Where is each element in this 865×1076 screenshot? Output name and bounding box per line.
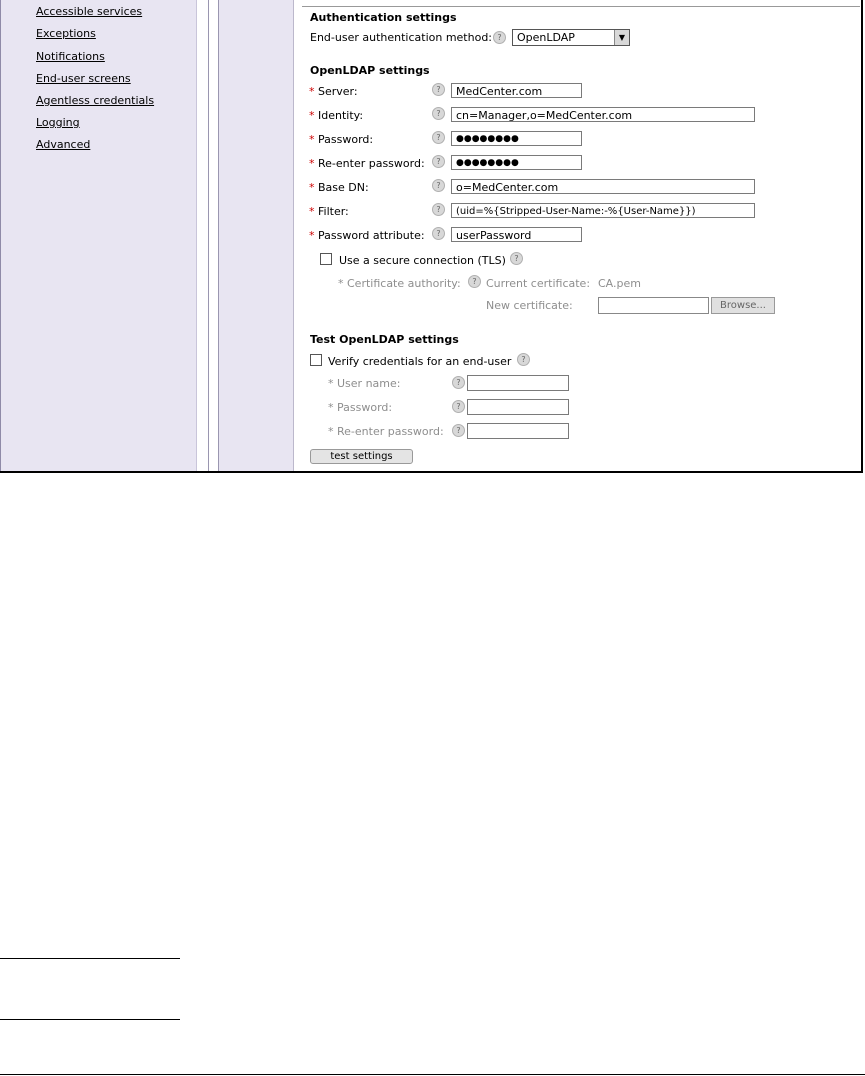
test-reenter-password-label-text: Re-enter password: xyxy=(337,425,444,438)
test-password-label-text: Password: xyxy=(337,401,393,414)
required-mark: * xyxy=(309,109,315,122)
password-label-text: Password: xyxy=(318,133,374,146)
auth-section-title: Authentication settings xyxy=(310,11,457,24)
test-username-label-text: User name: xyxy=(337,377,401,390)
auth-method-select[interactable] xyxy=(512,29,630,46)
app-window xyxy=(0,0,863,473)
tls-checkbox[interactable] xyxy=(320,253,332,265)
nav-link-notifications[interactable]: Notifications xyxy=(36,50,105,63)
server-label-text: Server: xyxy=(318,85,358,98)
help-icon[interactable]: ? xyxy=(452,376,465,389)
help-icon[interactable]: ? xyxy=(432,227,445,240)
ca-label-text: Certificate authority: xyxy=(347,277,461,290)
new-cert-input[interactable] xyxy=(598,297,709,314)
help-icon[interactable]: ? xyxy=(517,353,530,366)
test-password-input[interactable] xyxy=(467,399,569,415)
base-dn-input[interactable]: o=MedCenter.com xyxy=(451,179,755,194)
verify-checkbox[interactable] xyxy=(310,354,322,366)
help-icon[interactable]: ? xyxy=(468,275,481,288)
new-cert-label: New certificate: xyxy=(486,299,573,312)
server-input[interactable]: MedCenter.com xyxy=(451,83,582,98)
required-mark: * xyxy=(309,85,315,98)
chevron-down-icon[interactable]: ▼ xyxy=(614,30,629,45)
help-icon[interactable]: ? xyxy=(452,400,465,413)
test-username-label xyxy=(328,377,400,390)
help-icon[interactable]: ? xyxy=(432,203,445,216)
password-label xyxy=(309,133,373,146)
help-icon[interactable]: ? xyxy=(510,252,523,265)
divider xyxy=(302,6,860,7)
reenter-password-input[interactable]: ●●●●●●●● xyxy=(451,155,582,170)
identity-label-text: Identity: xyxy=(318,109,364,122)
tls-label: Use a secure connection (TLS) xyxy=(339,254,506,267)
verify-label: Verify credentials for an end-user xyxy=(328,355,512,368)
test-settings-button[interactable]: test settings xyxy=(310,449,413,464)
identity-input[interactable]: cn=Manager,o=MedCenter.com xyxy=(451,107,755,122)
password-attribute-input[interactable]: userPassword xyxy=(451,227,582,242)
nav-link-agentless-credentials[interactable]: Agentless credentials xyxy=(36,94,155,107)
divider xyxy=(0,1019,180,1020)
identity-label xyxy=(309,109,363,122)
required-mark: * xyxy=(328,425,334,438)
current-cert-value: CA.pem xyxy=(598,277,641,290)
password-input[interactable]: ●●●●●●●● xyxy=(451,131,582,146)
test-username-input[interactable] xyxy=(467,375,569,391)
auth-method-value: OpenLDAP xyxy=(517,31,575,44)
required-mark: * xyxy=(309,229,315,242)
nav-link-exceptions[interactable]: Exceptions xyxy=(36,27,96,40)
nav-link-logging[interactable]: Logging xyxy=(36,116,80,129)
base-dn-label xyxy=(309,181,369,194)
secondary-column xyxy=(218,0,293,473)
help-icon[interactable]: ? xyxy=(432,107,445,120)
required-mark: * xyxy=(338,277,344,290)
test-section-title: Test OpenLDAP settings xyxy=(310,333,459,346)
nav-link-advanced[interactable]: Advanced xyxy=(36,138,91,151)
required-mark: * xyxy=(328,401,334,414)
base-dn-label-text: Base DN: xyxy=(318,181,369,194)
nav-link-end-user-screens[interactable]: End-user screens xyxy=(36,72,131,85)
ca-label xyxy=(338,277,461,290)
auth-method-label: End-user authentication method: xyxy=(310,31,493,44)
required-mark: * xyxy=(309,157,315,170)
filter-label xyxy=(309,205,349,218)
required-mark: * xyxy=(328,377,334,390)
filter-input[interactable]: (uid=%{Stripped-User-Name:-%{User-Name}}) xyxy=(451,203,755,218)
password-attribute-label-text: Password attribute: xyxy=(318,229,425,242)
password-attribute-label xyxy=(309,229,425,242)
filter-label-text: Filter: xyxy=(318,205,349,218)
ldap-section-title: OpenLDAP settings xyxy=(310,64,430,77)
browse-button[interactable]: Browse... xyxy=(711,297,775,314)
divider xyxy=(208,0,209,473)
help-icon[interactable]: ? xyxy=(432,131,445,144)
test-password-label xyxy=(328,401,392,414)
divider xyxy=(0,1074,865,1075)
required-mark: * xyxy=(309,181,315,194)
divider xyxy=(0,958,180,959)
required-mark: * xyxy=(309,133,315,146)
test-reenter-password-label xyxy=(328,425,444,438)
sidebar xyxy=(0,0,197,473)
current-cert-label: Current certificate: xyxy=(486,277,591,290)
server-label xyxy=(309,85,358,98)
reenter-password-label-text: Re-enter password: xyxy=(318,157,425,170)
reenter-password-label xyxy=(309,157,425,170)
nav-link-accessible-services[interactable]: Accessible services xyxy=(36,5,143,18)
help-icon[interactable]: ? xyxy=(432,83,445,96)
help-icon[interactable]: ? xyxy=(432,179,445,192)
help-icon[interactable]: ? xyxy=(452,424,465,437)
required-mark: * xyxy=(309,205,315,218)
help-icon[interactable]: ? xyxy=(432,155,445,168)
help-icon[interactable]: ? xyxy=(493,31,506,44)
test-reenter-password-input[interactable] xyxy=(467,423,569,439)
